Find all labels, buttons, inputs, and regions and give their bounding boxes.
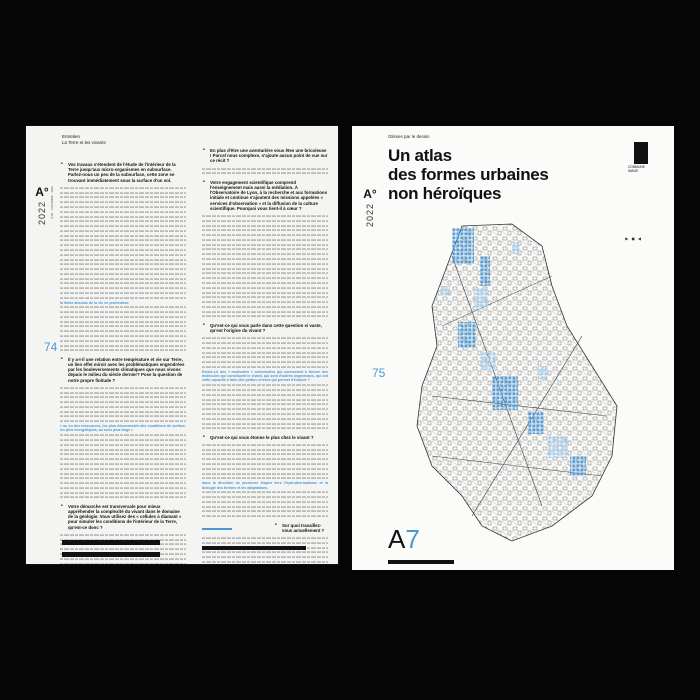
highlight-quote: « au vu des ressources, les plus déconnectés des conditions de surface, les plus énergétiques, au sens plus large »: [60, 424, 186, 433]
interview-question: • Il y a-t-il une relation entre température et vie sur Terre, un lien effet miroir avec les problématiques engendrées par les bouleversements climatiques que nous vivons depuis le milieu du siècle dernier? Pose la question de notre propre finitude ?: [68, 357, 186, 383]
left-footer-rule: [62, 552, 160, 557]
highlight-quote: la limite absolue de la vie en profondeur.: [60, 300, 130, 305]
section-code-number: 7: [405, 524, 420, 554]
answer-text: [60, 186, 186, 353]
interview-question: • Votre engagement scientifique comprend l'enseignement mais aussi la médiation. À l'Observatoire de Lyon, à la recherche et aux formations initiale et continue s'ajoutent des missions appelées « services d'observation » et la diffusion de la culture scientifique. Pourquoi vous tient-il à cœur ?: [210, 180, 328, 211]
title-line-2: des formes urbaines: [388, 165, 549, 184]
urban-atlas-illustration: [392, 216, 632, 546]
answer-text: [60, 386, 186, 500]
answer-text: [202, 536, 328, 564]
left-issue-letter: A°: [35, 185, 49, 199]
pixel-highlight-block: [458, 322, 476, 348]
right-issue-marker: [360, 188, 380, 227]
pixel-highlight-block: [480, 256, 490, 286]
interview-question: • Qu'est-ce qui vous étonne le plus chez le vivant ?: [210, 435, 328, 440]
left-accent-rule: [202, 528, 232, 530]
city-map-drawing: [392, 216, 632, 546]
section-code: [388, 526, 420, 552]
left-column-1: [60, 144, 186, 564]
section-code-rule: [388, 560, 454, 564]
answer-text: [202, 214, 328, 319]
right-page-number: 75: [372, 366, 386, 380]
pixel-highlight-block: [512, 242, 520, 254]
answer-text: [60, 533, 186, 564]
interview-question: • En plus d'être une aventurière vous êtes une bricoleuse ! Parcel nous complexe, n'ajoute aucun point de vue sur ce récit ?: [210, 148, 328, 164]
ornament-mark: ▶ ◼ ◀: [625, 236, 642, 241]
pixel-highlight-block: [440, 286, 450, 296]
answer-text: [202, 336, 328, 431]
pixel-highlight-block: [474, 288, 488, 308]
article-title: [388, 146, 549, 203]
section-code-letter: A: [388, 524, 406, 554]
interview-question: • Qu'est-ce qui vous parle dans cette question si vaste, qu'est l'origine du vivant ?: [210, 323, 328, 333]
right-header: Glisses par le dessin: [388, 134, 430, 139]
interview-question: • Vos travaux s'étendent de l'étude de l'intérieur de la Terre jusqu'aux micro-organismes en subsurface. Parlez-nous un peu de la subsurface, cette zone se trouvant immédiatement sous la surface d'un sol.: [68, 162, 186, 183]
pixel-highlight-block: [570, 456, 586, 476]
left-section-label: Entretien La Terre et les vivants: [62, 134, 106, 145]
pixel-highlight-block: [492, 376, 518, 410]
left-vertical-caption: ÉTÉ · AUTOMNE · 2022: [50, 186, 54, 219]
answer-text: [202, 167, 328, 176]
interview-question: • Sur quoi travaillez-vous actuellement ?: [282, 523, 328, 533]
publisher-logo: COMMUNE IMAGE: [628, 142, 656, 182]
right-issue-letter: A°: [363, 187, 377, 201]
title-line-1: Un atlas: [388, 146, 452, 165]
highlight-quote: dans la direction de plusieurs étapes vers l'hydrothermalisme et la biologie des formes et les adaptations.: [202, 481, 328, 490]
left-footer-rule: [202, 546, 306, 550]
left-page-number: 74: [44, 340, 58, 354]
left-page: [26, 126, 338, 564]
pixel-highlight-block: [538, 366, 548, 380]
pixel-highlight-block: [528, 412, 544, 434]
right-issue-year: 2022: [365, 203, 375, 228]
left-footer-rule: [62, 540, 160, 545]
highlight-quote: Existe-t-il des « molécules » universelles qui connectent à former des molécules qui constituent le vivant, qui sont d'autres organismes, qui ont cette capacité à faire des petites erreurs qui permet d'évoluer ?: [202, 369, 328, 383]
interview-question: • Votre démarche est transversale pour mieux appréhender la complexité du vivant dans le domaine de la géologie. Vous utilisez des « cellules à diamant » pour simuler les conditions de l'intérieur de la Terre, qu'est-ce donc ?: [68, 504, 186, 530]
left-issue-year: 2022: [37, 201, 47, 226]
answer-text: [202, 443, 328, 519]
pixel-highlight-block: [480, 352, 496, 370]
pixel-highlight-block: [548, 436, 568, 458]
pixel-highlight-block: [452, 228, 474, 264]
left-column-2: [202, 144, 328, 564]
left-issue-marker: [32, 186, 52, 225]
right-page: [352, 126, 674, 570]
title-line-3: non héroïques: [388, 184, 502, 203]
